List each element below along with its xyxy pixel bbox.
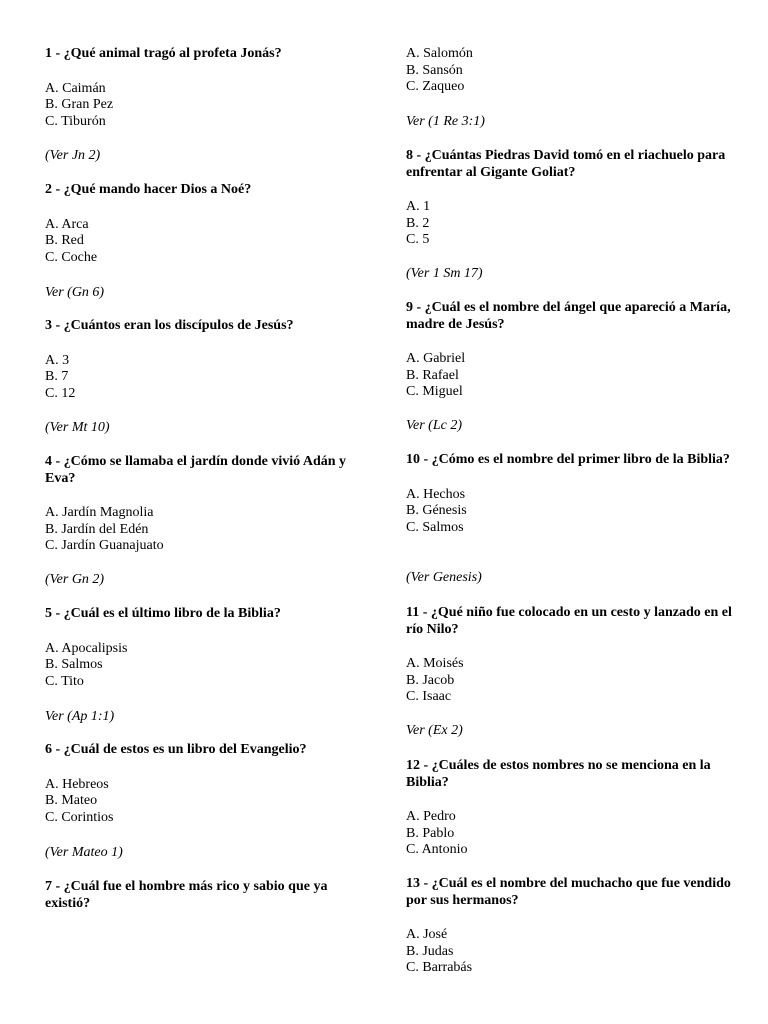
answer-options <box>45 641 360 691</box>
question-8 <box>406 148 736 281</box>
answer-options <box>406 809 736 859</box>
question-title: 3 - ¿Cuántos eran los discípulos de Jesús? <box>45 318 294 333</box>
option-c: C. Miguel <box>406 384 463 399</box>
option-a: A. Caimán <box>45 80 106 96</box>
question-10 <box>406 452 736 585</box>
option-b: B. Salmos <box>45 657 103 672</box>
option-b: B. 2 <box>406 215 430 231</box>
bible-reference: Ver (1 Re 3:1) <box>406 114 485 129</box>
question-title: 7 - ¿Cuál fue el hombre más rico y sabio que ya existió? <box>45 879 328 911</box>
bible-reference: Ver (Gn 6) <box>45 285 105 300</box>
answer-options <box>45 505 360 555</box>
option-c: C. 12 <box>45 385 76 401</box>
question-9 <box>406 300 736 433</box>
option-a: A. Salomón <box>406 46 473 61</box>
option-b: B. Pablo <box>406 825 455 841</box>
answer-options <box>406 351 736 401</box>
question-1 <box>45 46 360 163</box>
question-title: 6 - ¿Cuál de estos es un libro del Evangelio? <box>45 742 307 757</box>
option-a: A. Jardín Magnolia <box>45 505 154 520</box>
option-c: C. 5 <box>406 232 430 247</box>
bible-reference: (Ver Gn 2) <box>45 572 105 587</box>
option-c: C. Tito <box>45 673 84 689</box>
option-b: B. 7 <box>45 369 69 384</box>
question-title: 5 - ¿Cuál es el último libro de la Biblia? <box>45 606 281 621</box>
option-a: A. Moisés <box>406 656 464 671</box>
answer-options <box>45 777 360 827</box>
question-13 <box>406 876 736 977</box>
question-6 <box>45 742 360 860</box>
question-title: 8 - ¿Cuántas Piedras David tomó en el riachuelo para enfrentar al Gigante Goliat? <box>406 148 726 180</box>
option-c: C. Tiburón <box>45 113 106 129</box>
answer-options <box>406 46 736 96</box>
bible-reference: (Ver 1 Sm 17) <box>406 266 483 281</box>
option-c: C. Barrabás <box>406 960 473 975</box>
answer-options <box>406 199 736 249</box>
bible-reference: (Ver Mateo 1) <box>45 845 123 860</box>
question-title: 13 - ¿Cuál es el nombre del muchacho que fue vendido por sus hermanos? <box>406 876 731 908</box>
option-b: B. Jardín del Edén <box>45 521 149 537</box>
bible-reference: Ver (Ap 1:1) <box>45 709 115 724</box>
option-b: B. Gran Pez <box>45 97 114 112</box>
answer-options <box>406 656 736 706</box>
answer-options <box>45 217 360 267</box>
option-b: B. Jacob <box>406 672 455 688</box>
question-title: 9 - ¿Cuál es el nombre del ángel que apareció a María, madre de Jesús? <box>406 300 731 332</box>
question-title: 11 - ¿Qué niño fue colocado en un cesto y lanzado en el río Nilo? <box>406 605 732 637</box>
option-a: A. Hechos <box>406 486 466 502</box>
option-a: A. José <box>406 927 448 942</box>
question-5 <box>45 606 360 724</box>
answer-options <box>406 927 736 977</box>
option-b: B. Mateo <box>45 793 98 808</box>
option-c: C. Coche <box>45 249 98 265</box>
option-a: A. Hebreos <box>45 776 109 792</box>
question-title: 4 - ¿Cómo se llamaba el jardín donde vivió Adán y Eva? <box>45 454 347 486</box>
option-a: A. Pedro <box>406 809 456 824</box>
answer-options <box>406 487 736 537</box>
option-a: A. Apocalipsis <box>45 640 128 656</box>
question-4 <box>45 454 360 587</box>
bible-reference: (Ver Mt 10) <box>45 420 110 435</box>
question-12 <box>406 758 736 859</box>
option-b: B. Génesis <box>406 503 467 518</box>
option-a: A. 1 <box>406 199 431 214</box>
question-7 <box>45 879 360 912</box>
question-title: 2 - ¿Qué mando hacer Dios a Noé? <box>45 182 252 197</box>
answer-options <box>45 81 360 131</box>
bible-reference: (Ver Jn 2) <box>45 148 101 163</box>
option-a: A. Arca <box>45 216 89 232</box>
question-11 <box>406 605 736 738</box>
answer-options <box>45 353 360 403</box>
question-title: 1 - ¿Qué animal tragó al profeta Jonás? <box>45 46 282 61</box>
option-c: C. Corintios <box>45 809 114 825</box>
option-c: C. Isaac <box>406 689 452 704</box>
bible-reference: Ver (Lc 2) <box>406 418 462 433</box>
option-b: B. Judas <box>406 943 454 959</box>
option-c: C. Salmos <box>406 519 464 535</box>
option-b: B. Sansón <box>406 62 463 78</box>
option-b: B. Red <box>45 233 84 248</box>
option-a: A. Gabriel <box>406 351 466 366</box>
option-c: C. Antonio <box>406 842 468 857</box>
question-title: 12 - ¿Cuáles de estos nombres no se menciona en la Biblia? <box>406 758 711 790</box>
bible-reference: (Ver Genesis) <box>406 570 482 585</box>
option-a: A. 3 <box>45 352 70 368</box>
option-c: C. Zaqueo <box>406 79 465 94</box>
option-b: B. Rafael <box>406 367 459 383</box>
question-7-continued <box>406 46 736 129</box>
question-title: 10 - ¿Cómo es el nombre del primer libro de la Biblia? <box>406 452 730 467</box>
option-c: C. Jardín Guanajuato <box>45 538 164 553</box>
question-3 <box>45 318 360 435</box>
question-2 <box>45 182 360 300</box>
bible-reference: Ver (Ex 2) <box>406 723 463 738</box>
